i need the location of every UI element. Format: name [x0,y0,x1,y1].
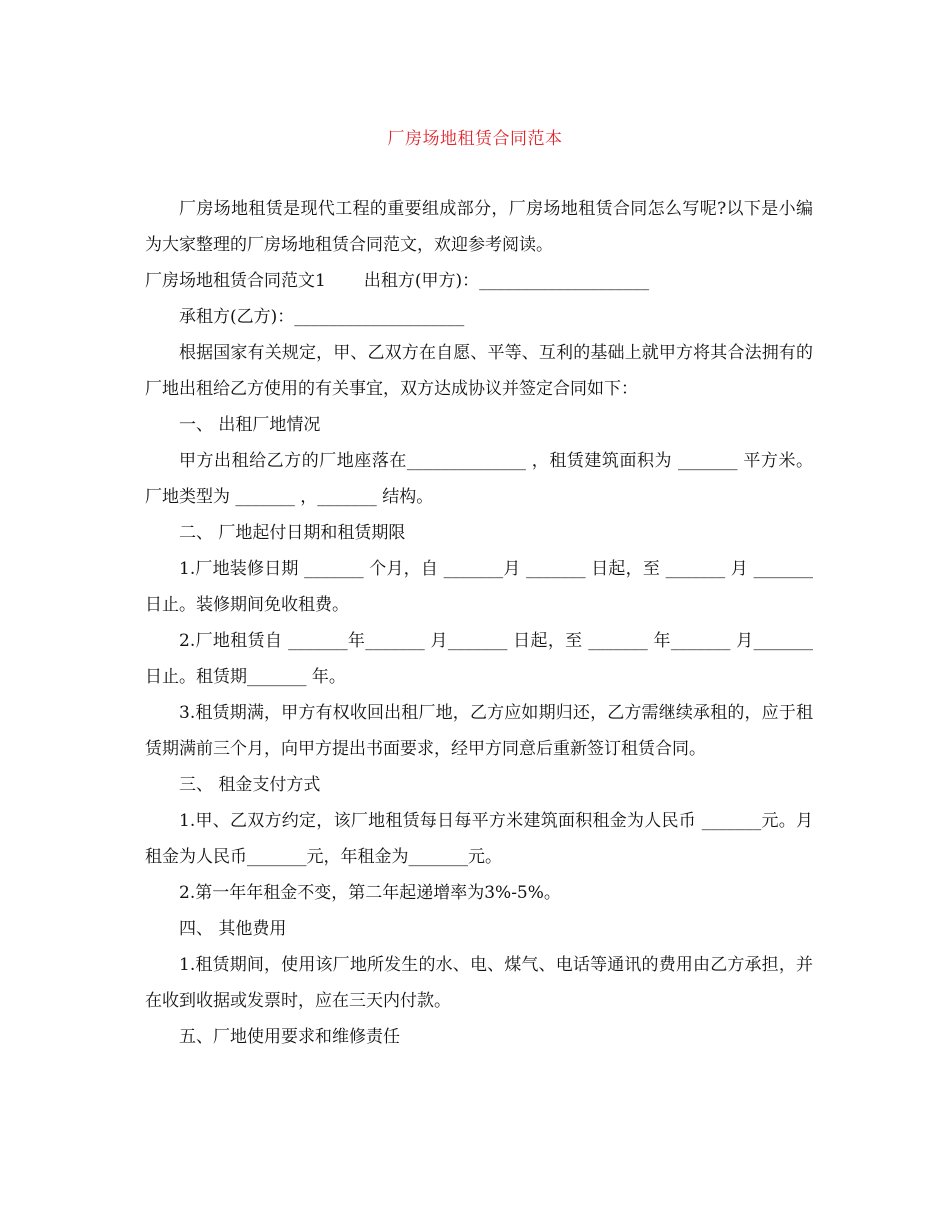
lessor-line: 出租方(甲方)：____________________ [363,271,650,291]
section-4-item-1: 1.租赁期间，使用该厂地所发生的水、电、煤气、电话等通讯的费用由乙方承担，并在收到收据或发票时，应在三天内付款。 [145,955,813,1011]
section-heading-1: 一、 出租厂地情况 [179,415,321,435]
sample-heading: 厂房场地租赁合同范文1 [145,271,326,291]
section-heading-4: 四、 其他费用 [179,919,287,939]
intro-paragraph: 厂房场地租赁是现代工程的重要组成部分，厂房场地租赁合同怎么写呢?以下是小编为大家整理的厂房场地租赁合同范文，欢迎参考阅读。 [145,199,813,255]
section-2-item-1: 1.厂地装修日期 _______ 个月，自 _______月 _______ 日起，至 _______ 月 _______ 日止。装修期间免收租费。 [145,559,813,615]
document-title: 厂房场地租赁合同范本 [387,129,563,149]
section-3-item-2: 2.第一年年租金不变，第二年起递增率为3%-5%。 [179,883,561,903]
section-3-item-1: 1.甲、乙双方约定，该厂地租赁每日每平方米建筑面积租金为人民币 _______元。月租金为人民币_______元，年租金为_______元。 [145,811,813,867]
section-2-item-2: 2.厂地租赁自 _______年_______ 月_______ 日起，至 _______ 年_______ 月_______ 日止。租赁期_______ 年。 [145,631,813,687]
document-body [145,191,813,1055]
section-heading-5: 五、厂地使用要求和维修责任 [179,1027,400,1047]
lessee-line: 承租方(乙方)：____________________ [179,307,465,327]
section-1-paragraph: 甲方出租给乙方的厂地座落在______________ ，租赁建筑面积为 _______ 平方米。厂地类型为 _______ ，_______ 结构。 [145,451,813,507]
sample-heading-line [145,263,813,299]
section-2-item-3: 3.租赁期满，甲方有权收回出租厂地，乙方应如期归还，乙方需继续承租的，应于租赁期满前三个月，向甲方提出书面要求，经甲方同意后重新签订租赁合同。 [145,703,813,759]
section-heading-3: 三、 租金支付方式 [179,775,321,795]
preamble-paragraph: 根据国家有关规定，甲、乙双方在自愿、平等、互利的基础上就甲方将其合法拥有的厂地出租给乙方使用的有关事宜，双方达成协议并签定合同如下： [145,343,813,399]
section-heading-2: 二、 厂地起付日期和租赁期限 [179,523,406,543]
